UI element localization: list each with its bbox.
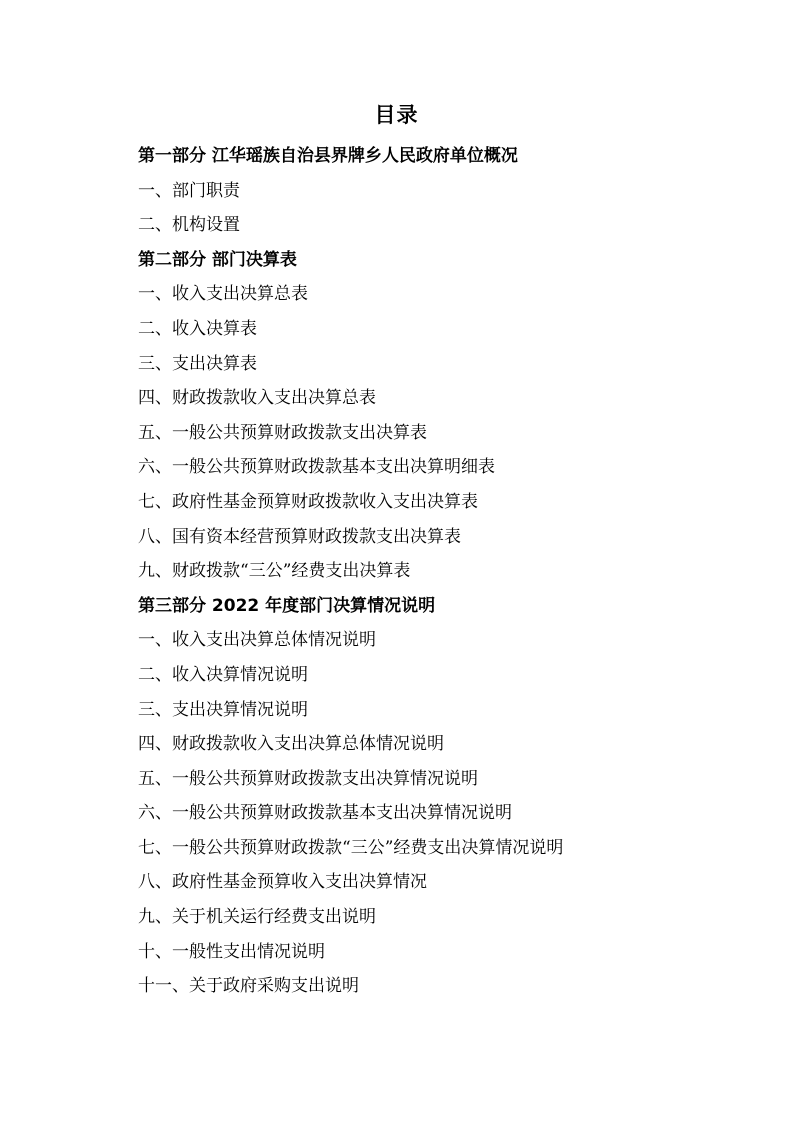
toc-entry[interactable]: 九、关于机关运行经费支出说明 [138,907,376,928]
toc-entry[interactable]: 六、一般公共预算财政拨款基本支出决算情况说明 [138,803,512,824]
toc-entry[interactable]: 三、支出决算表 [138,353,257,374]
toc-title: 目录 [374,103,419,127]
table-of-contents [138,139,698,1004]
toc-entry[interactable]: 八、政府性基金预算收入支出决算情况 [138,872,427,893]
toc-entry[interactable]: 九、财政拨款“三公”经费支出决算表 [138,561,411,582]
toc-entry[interactable]: 四、财政拨款收入支出决算总体情况说明 [138,734,444,755]
toc-entry[interactable]: 十、一般性支出情况说明 [138,941,325,962]
toc-entry[interactable]: 十一、关于政府采购支出说明 [138,976,359,997]
toc-entry[interactable]: 四、财政拨款收入支出决算总表 [138,388,376,409]
toc-entry[interactable]: 五、一般公共预算财政拨款支出决算表 [138,422,427,443]
toc-entry[interactable]: 二、收入决算表 [138,318,257,339]
toc-entry[interactable]: 二、收入决算情况说明 [138,664,308,685]
toc-section-heading[interactable]: 第三部分 2022 年度部门决算情况说明 [138,595,436,616]
toc-entry[interactable]: 八、国有资本经营预算财政拨款支出决算表 [138,526,461,547]
toc-entry[interactable]: 六、一般公共预算财政拨款基本支出决算明细表 [138,457,495,478]
toc-entry[interactable]: 二、机构设置 [138,215,240,236]
toc-entry[interactable]: 一、收入支出决算总表 [138,284,308,305]
toc-entry[interactable]: 一、收入支出决算总体情况说明 [138,630,376,651]
toc-section-heading[interactable]: 第一部分 江华瑶族自治县界牌乡人民政府单位概况 [138,146,518,166]
toc-entry[interactable]: 五、一般公共预算财政拨款支出决算情况说明 [138,768,478,789]
toc-entry[interactable]: 七、政府性基金预算财政拨款收入支出决算表 [138,491,478,512]
toc-entry[interactable]: 一、部门职责 [138,180,240,201]
toc-entry[interactable]: 三、支出决算情况说明 [138,699,308,720]
toc-entry[interactable]: 七、一般公共预算财政拨款“三公”经费支出决算情况说明 [138,837,564,858]
toc-section-heading[interactable]: 第二部分 部门决算表 [138,249,297,270]
